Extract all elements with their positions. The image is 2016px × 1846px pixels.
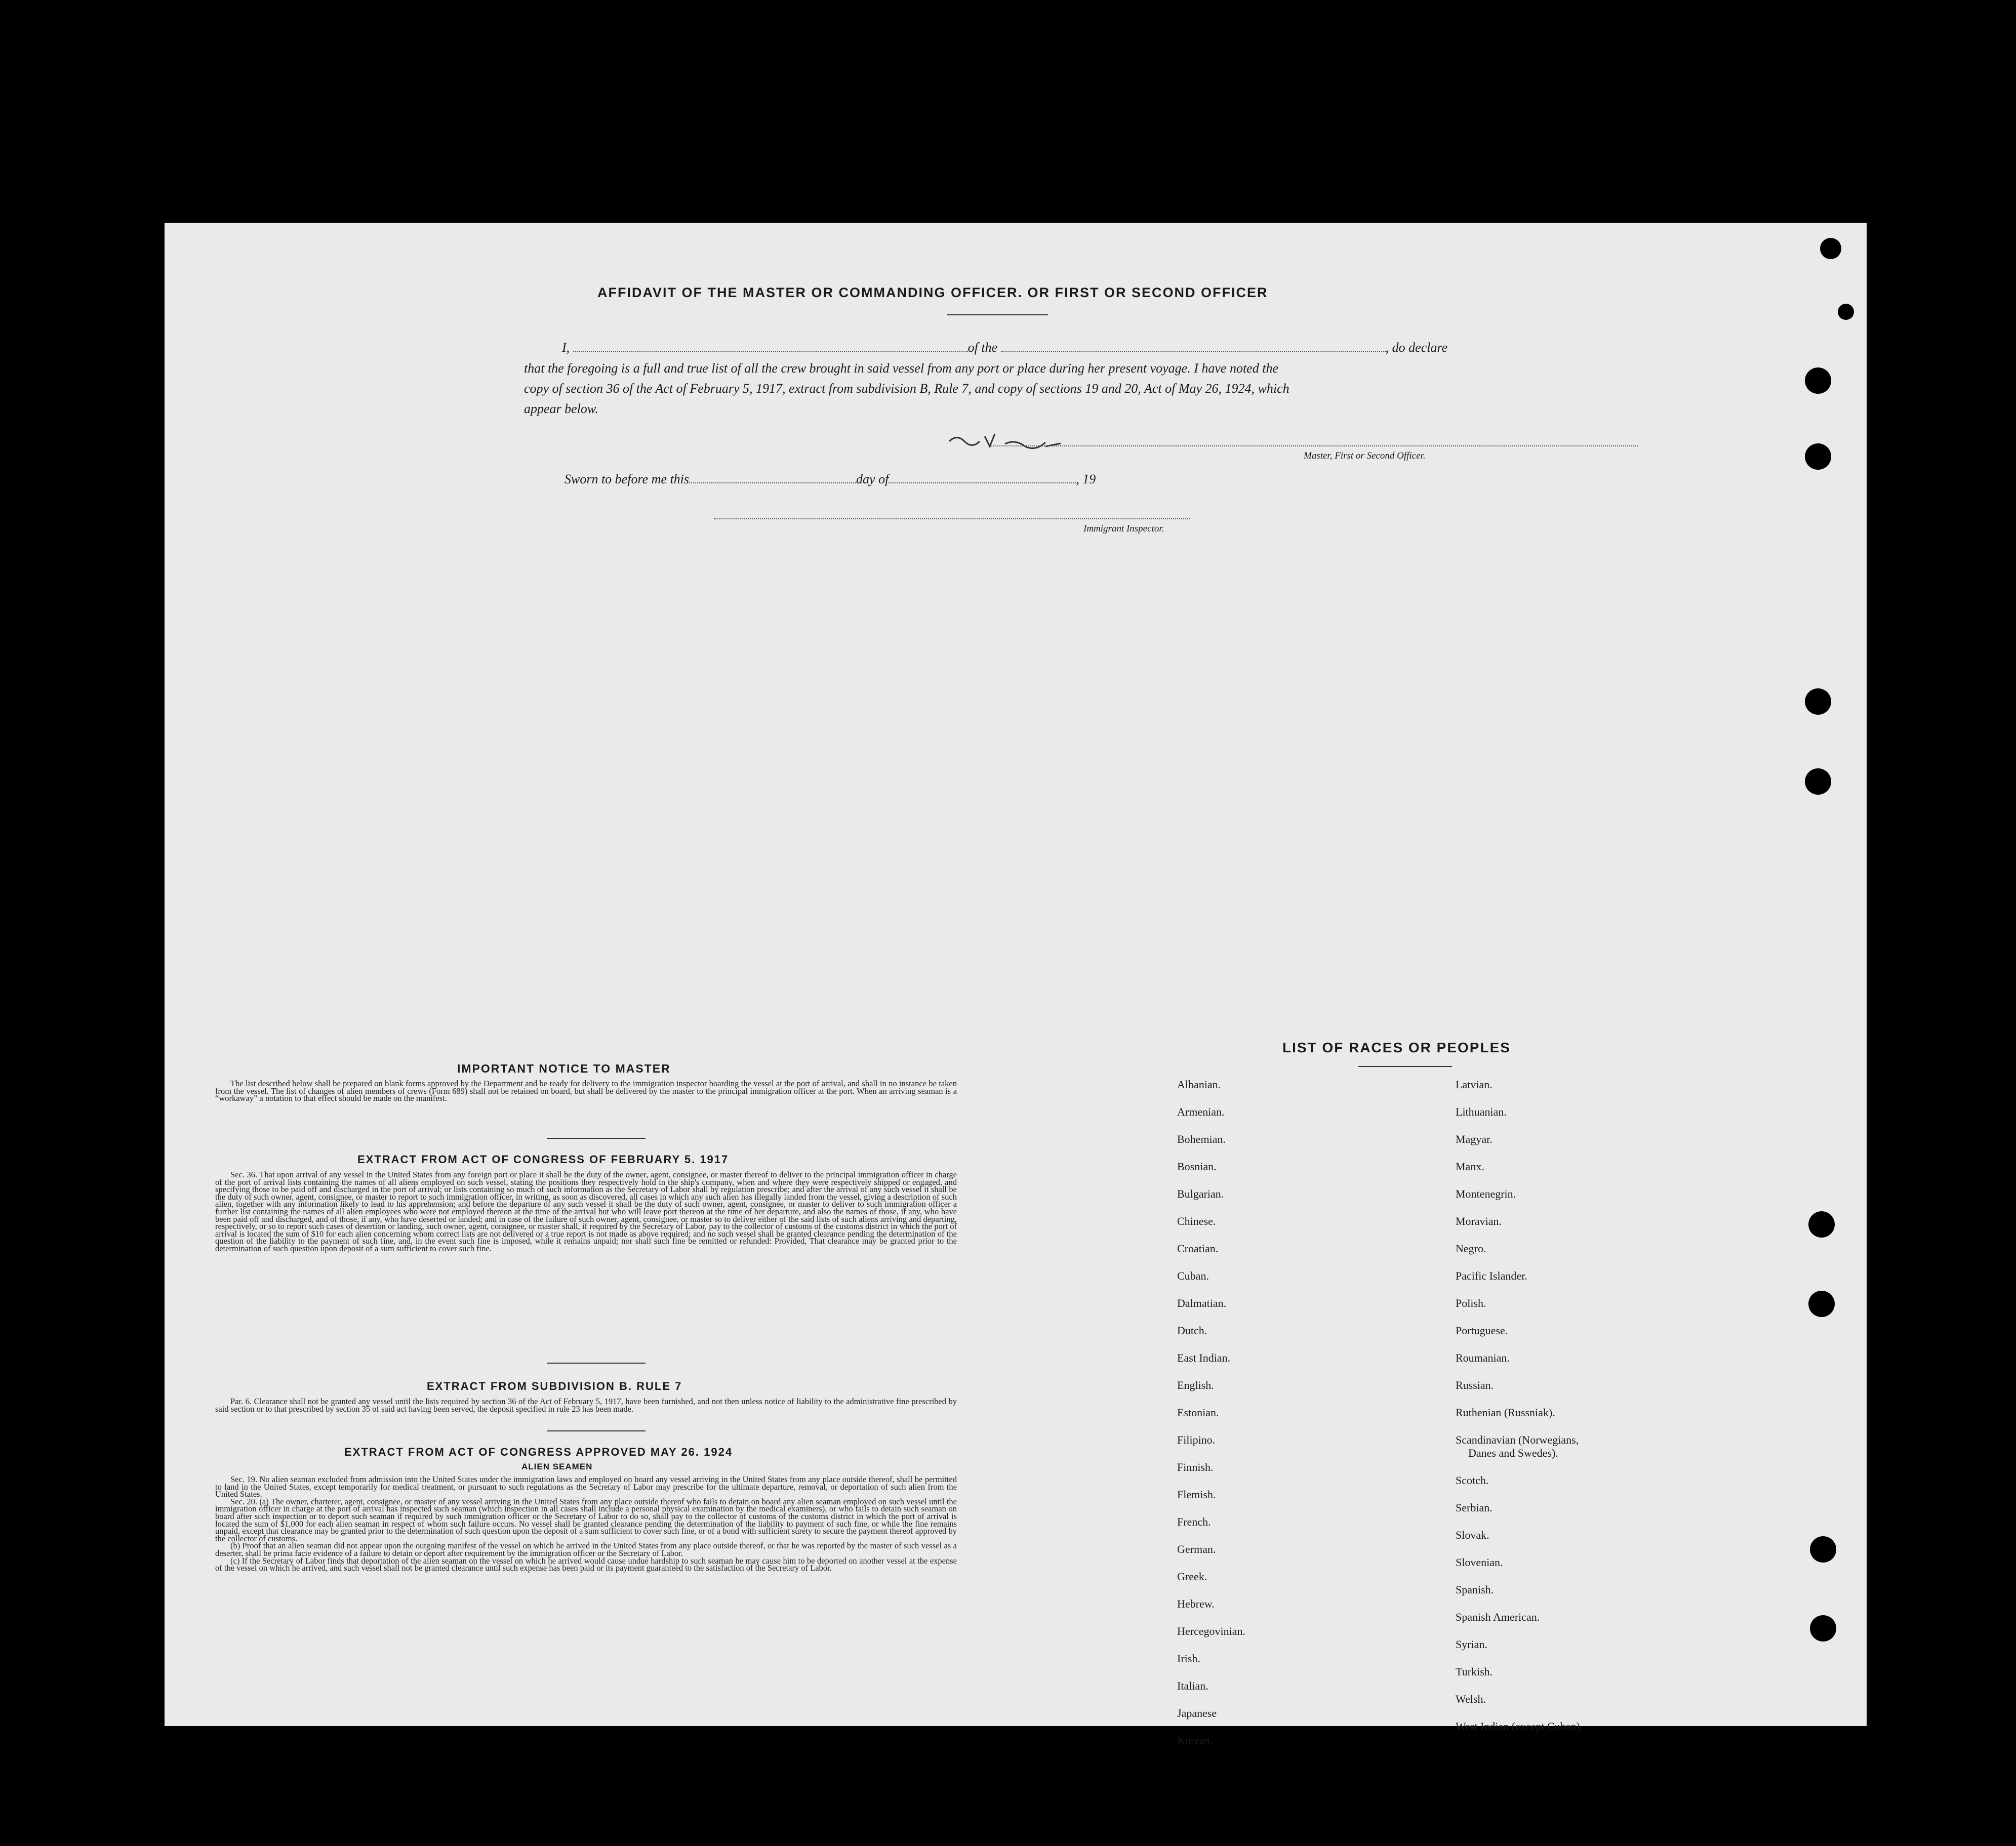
race-item: Finnish. [1177,1461,1214,1473]
signature-scribble-icon [944,426,1076,457]
inspector-caption: Immigrant Inspector. [1083,523,1164,534]
punch-hole [1808,1211,1835,1238]
divider-1 [547,1138,646,1139]
line1-end: , do declare [1385,340,1448,355]
affidavit-line1 [562,340,1447,355]
affidavit-title: AFFIDAVIT OF THE MASTER OR COMMANDING OFFICER. OR FIRST OR SECOND OFFICER [597,285,1268,300]
race-item: Estonian. [1177,1406,1219,1419]
race-item: Ruthenian (Russniak). [1456,1406,1555,1419]
races-divider [1358,1066,1452,1067]
notice-title: IMPORTANT NOTICE TO MASTER [457,1062,671,1075]
punch-hole [1805,367,1831,394]
races-title: LIST OF RACES OR PEOPLES [1282,1040,1511,1055]
form-sheet [165,223,1867,1747]
race-item: French. [1177,1515,1211,1528]
sec20b-paragraph: (b) Proof that an alien seaman did not appear upon the outgoing manifest of the vessel on which he arrived in the United States from any place outside thereof, or that he was reported by the master of such vessel as a deserter, shall be prima facie evidence of a failure to detain or deport after requirement by the immigration officer or the Secretary of Labor. [215,1541,957,1558]
affidavit-line4: appear below. [524,401,598,416]
race-item: Portuguese. [1456,1324,1508,1337]
race-item: Latvian. [1456,1078,1493,1091]
extract1924-text [215,1476,957,1572]
race-item: English. [1177,1379,1214,1391]
punch-hole [1838,304,1854,320]
race-item: Turkish. [1456,1665,1493,1678]
race-item: Dutch. [1177,1324,1207,1337]
affidavit-line3: copy of section 36 of the Act of February 5, 1917, extract from subdivision B, Rule 7, and copy of sections 19 and 20, Act of May 26, 1924, which [524,381,1289,396]
notice-paragraph: The list described below shall be prepared on blank forms approved by the Department and be ready for delivery to the immigration inspector boarding the vessel at the port of arrival, and shall in no instance be taken from the vessel. The list of changes of alien members of crews (Form 689) shall not be retained on board, but shall be delivered by the master to the principal immigration officer at the port. When an arriving seaman is a “workaway” a notation to that effect should be made on the manifest. [215,1079,957,1103]
inspector-signature-line [714,518,1190,519]
punch-hole [1805,443,1831,470]
race-item: Lithuanian. [1456,1105,1507,1118]
signature-mark [944,426,1076,460]
sec20a-paragraph: Sec. 20. (a) The owner, charterer, agent, consignee, or master of any vessel arriving in the United States from any place outside thereof who fails to detain on board any alien seaman employed on such vessel until the immigration officer in charge at the port of arrival has inspected such seaman (which inspection in all cases shall include a personal physical examination by the medical examiners), or who fails to detain such seaman on board after such inspection or to deport such seaman if required by such immigration officer or the Secretary of Labor to do so, shall pay to the collector of customs of the customs district in which the port of arrival is located the sum of $1,000 for each alien seaman in respect of whom such failure occurs. No vessel shall be granted clearance pending the determination of the liability to payment of such fine, or while the fine remains unpaid, except that clearance may be granted prior to the determination of such question upon the deposit of a sum sufficient to cover such fine, or of a bond with sufficient surety to secure the payment thereof approved by the collector of customs. [215,1496,957,1543]
race-item: Negro. [1456,1242,1486,1255]
race-item: Serbian. [1456,1501,1493,1514]
race-item: Russian. [1456,1379,1494,1391]
race-item: Hercegovinian. [1177,1625,1245,1637]
extract1924-title: EXTRACT FROM ACT OF CONGRESS APPROVED MAY 26. 1924 [344,1446,733,1458]
race-item: Scandinavian (Norwegians, [1456,1433,1579,1446]
punch-hole [1805,688,1831,715]
race-item: Welsh. [1456,1693,1486,1705]
sec36-paragraph: Sec. 36. That upon arrival of any vessel in the United States from any foreign port or place it shall be the duty of the owner, agent, consignee, or master thereof to deliver to the principal immigration officer in charge of the port of arrival lists containing the names of all aliens employed on such vessel, stating the positions they respectively hold in the ship's company, when and where they were respectively shipped or engaged, and specifying those to be paid off and discharged in the port of arrival; or lists containing so much of such information as the Secretary of Labor shall by regulation prescribe; and after the arrival of any such vessel it shall be the duty of such owner, agent, consignee, or master to report to such immigration officer, in writing, as soon as discovered, all cases in which any such alien has illegally landed from the vessel, giving a description of such alien, together with any information likely to lead to his apprehension; and before the departure of any such vessel it shall be the duty of such owner, agent, consignee, or master to deliver to such immigration officer a further list containing the names of all alien employees who were not employed thereon at the time of the arrival but who will leave port thereon at the time of her departure, and also the names of those, if any, who have been paid off and discharged, and of those, if any, who have deserted or landed; and in case of the failure of such owner, agent, consignee, or master so to deliver either of the said lists of such aliens arriving and departing, respectively, or so to report such cases of desertion or landing, such owner, agent, consignee, or master shall, if required by the Secretary of Labor, pay to the collector of customs of the customs district in which the port of arrival is located the sum of $10 for each alien concerning whom correct lists are not delivered or a true report is not made as above required; and no such vessel shall be granted clearance pending the determination of the question of the liability to the payment of such fine, and, in the event such fine is imposed, while it remains unpaid; nor shall such fine be remitted or refunded: Provided, That clearance may be granted prior to the determination of such question upon deposit of a sum sufficient to cover such fine. [215,1170,957,1253]
race-item: Pacific Islander. [1456,1269,1527,1282]
race-item: Albanian. [1177,1078,1221,1091]
sworn-line [565,472,1096,487]
divider-2 [547,1363,646,1364]
rule7-text [215,1398,957,1413]
race-item: Irish. [1177,1652,1200,1665]
rule7-title: EXTRACT FROM SUBDIVISION B. RULE 7 [427,1380,682,1392]
race-item: Moravian. [1456,1215,1502,1227]
race-item: Montenegrin. [1456,1187,1516,1200]
affidavit-line2: that the foregoing is a full and true list of all the crew brought in said vessel from any port or place during her present voyage. I have noted the [524,361,1278,376]
race-item: Dalmatian. [1177,1297,1227,1309]
race-item: Magyar. [1456,1133,1493,1145]
race-item: Syrian. [1456,1638,1487,1651]
punch-hole [1810,1536,1836,1563]
race-item: Hebrew. [1177,1597,1215,1610]
race-item: East Indian. [1177,1351,1231,1364]
race-item: Chinese. [1177,1215,1216,1227]
punch-hole [1810,1615,1836,1642]
race-item: Slovenian. [1456,1556,1503,1569]
race-item: Armenian. [1177,1105,1225,1118]
race-item: Spanish American. [1456,1611,1540,1623]
race-item: Polish. [1456,1297,1486,1309]
extract1917-text [215,1171,957,1253]
punch-hole [1808,1291,1835,1317]
par6-paragraph: Par. 6. Clearance shall not be granted any vessel until the lists required by section 36 of the Act of February 5, 1917, have been furnished, and not then unless notice of liability to the administrative fine prescribed by said section or to that prescribed by section 35 of said act having been served, the deposit specified in rule 23 has been made. [215,1397,957,1414]
race-item: Bulgarian. [1177,1187,1224,1200]
punch-hole [1820,238,1841,259]
race-item: Japanese [1177,1707,1217,1719]
race-item: Bosnian. [1177,1160,1217,1173]
race-item: Flemish. [1177,1488,1216,1501]
sworn-end: , 19 [1076,472,1096,486]
master-signature-line [990,445,1638,446]
notice-text [215,1080,957,1102]
race-item: Danes and Swedes). [1468,1447,1558,1459]
race-item: Italian. [1177,1679,1208,1692]
extract1917-title: EXTRACT FROM ACT OF CONGRESS OF FEBRUARY 5. 1917 [357,1153,729,1166]
sworn-start: Sworn to before me this [565,472,690,486]
sec20c-paragraph: (c) If the Secretary of Labor finds that deportation of the alien seaman on the vessel on which he arrived would cause undue hardship to such seaman he may cause him to be deported on another vessel at the expense of the vessel on which he arrived, and such vessel shall not be granted clearance until such expense has been paid or its payment guaranteed to the satisfaction of the Secretary of Labor. [215,1555,957,1573]
master-caption: Master, First or Second Officer. [1304,450,1426,461]
title-divider [947,314,1048,315]
race-item: Cuban. [1177,1269,1209,1282]
race-item: Korean. [1177,1734,1213,1747]
line1-start: I, [562,340,570,355]
race-item: Filipino. [1177,1433,1216,1446]
race-item: Roumanian. [1456,1351,1510,1364]
race-item: Greek. [1177,1570,1207,1583]
races-right-column [1456,1078,1709,1733]
race-item: Croatian. [1177,1242,1219,1255]
race-item: Bohemian. [1177,1133,1226,1145]
race-item: Scotch. [1456,1474,1489,1487]
races-left-column [1177,1078,1380,1747]
vessel-blank [1001,351,1386,352]
race-item: Slovak. [1456,1529,1489,1541]
name-blank [573,351,968,352]
race-item: West Indian (except Cuban). [1456,1720,1583,1733]
race-item: Spanish. [1456,1583,1494,1596]
alien-seamen-subtitle: ALIEN SEAMEN [521,1462,593,1471]
sworn-mid: day of [856,472,889,486]
sec19-paragraph: Sec. 19. No alien seaman excluded from admission into the United States under the immigration laws and employed on board any vessel arriving in the United States from any place outside thereof, shall be permitted to land in the United States, except temporarily for medical treatment, or pursuant to such regulations as the Secretary of Labor may prescribe for the ultimate departure, removal, or deportation of such alien from the United States. [215,1474,957,1499]
race-item: German. [1177,1543,1216,1555]
divider-3 [547,1430,646,1431]
punch-hole [1805,768,1831,795]
line1-mid: of the [967,340,998,355]
month-blank [889,482,1076,483]
race-item: Manx. [1456,1160,1484,1173]
day-blank [689,482,856,483]
